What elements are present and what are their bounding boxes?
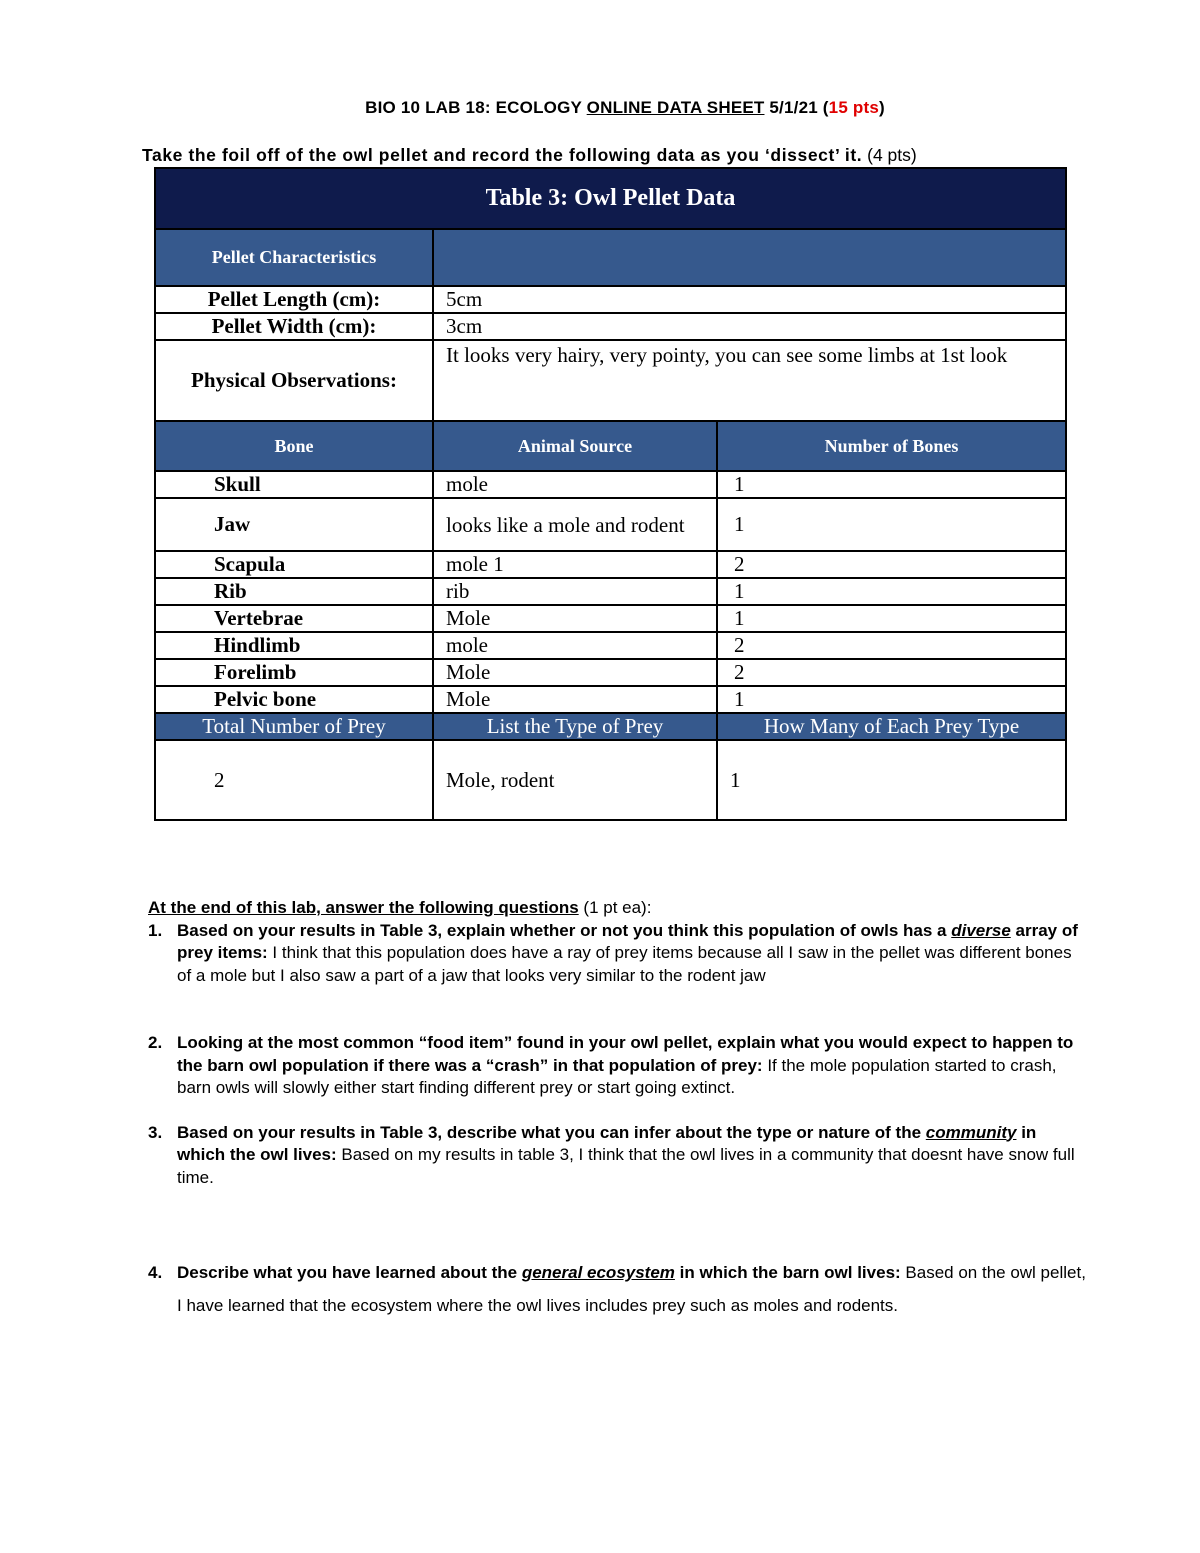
bone-name: Scapula [155, 551, 433, 578]
bone-source: looks like a mole and rodent [433, 498, 717, 551]
questions-section [148, 897, 1088, 1322]
bone-count: 1 [717, 578, 1066, 605]
title-course: BIO 10 LAB 18: ECOLOGY [365, 98, 587, 117]
table-row [155, 605, 1066, 632]
prey-count-header: How Many of Each Prey Type [717, 713, 1066, 740]
instructions-points: (4 pts) [862, 145, 917, 165]
animal-source-header: Animal Source [433, 421, 717, 471]
pellet-width-value: 3cm [433, 313, 1066, 340]
bone-name: Jaw [155, 498, 433, 551]
bone-count: 2 [717, 632, 1066, 659]
table-row [155, 632, 1066, 659]
table-row [155, 551, 1066, 578]
bone-name: Vertebrae [155, 605, 433, 632]
table-row [155, 659, 1066, 686]
bone-source: Mole [433, 686, 717, 713]
question-4: 4. Describe what you have learned about the general ecosystem in which the barn owl lives: Based on the owl pellet, I have learned that the ecosystem where the owl lives includes prey such as moles and rodents. [148, 1263, 1086, 1315]
questions-intro: At the end of this lab, answer the following questions (1 pt ea): [148, 898, 652, 917]
bone-count: 1 [717, 686, 1066, 713]
bone-count: 1 [717, 471, 1066, 498]
observations-value: It looks very hairy, very pointy, you can see some limbs at 1st look [433, 340, 1066, 421]
bone-count: 1 [717, 605, 1066, 632]
answer-3: Based on my results in table 3, I think that the owl lives in a community that doesnt have snow full time. [177, 1145, 1075, 1187]
bone-source: mole 1 [433, 551, 717, 578]
answer-2: If the mole population started to crash, barn owls will slowly either start finding different prey or start going extinct. [177, 1055, 1057, 1097]
title-date: 5/1/21 ( [764, 98, 829, 117]
table-row [155, 471, 1066, 498]
title-close: ) [879, 98, 885, 117]
observations-label: Physical Observations: [155, 340, 433, 421]
prey-count-value: 1 [717, 740, 1066, 820]
bone-name: Hindlimb [155, 632, 433, 659]
pellet-characteristics-header: Pellet Characteristics [155, 229, 433, 286]
answer-1: I think that this population does have a ray of prey items because all I saw in the pellet was different bones of a mole but I also saw a part of a jaw that looks very similar to the rodent jaw [177, 943, 1072, 985]
total-prey-header: Total Number of Prey [155, 713, 433, 740]
question-2: 2. Looking at the most common “food item” found in your owl pellet, explain what you would expect to happen to the barn owl population if there was a “crash” in that population of prey: If the mole population started to crash, barn owls will slowly either start finding different prey or start going extinct. [148, 1033, 1074, 1097]
prey-type-value: Mole, rodent [433, 740, 717, 820]
bone-source: mole [433, 632, 717, 659]
page-title [0, 98, 1200, 118]
pellet-length-label: Pellet Length (cm): [155, 286, 433, 313]
pellet-header-blank [433, 229, 1066, 286]
prey-type-header: List the Type of Prey [433, 713, 717, 740]
bone-source: Mole [433, 659, 717, 686]
question-3: 3. Based on your results in Table 3, describe what you can infer about the type or nature of the community in which the owl lives: Based on my results in table 3, I think that the owl lives in a community that doesnt have snow full time. [148, 1122, 1075, 1187]
bone-source: mole [433, 471, 717, 498]
table-row [155, 686, 1066, 713]
bone-header: Bone [155, 421, 433, 471]
table-row [155, 498, 1066, 551]
owl-pellet-table [154, 167, 1067, 821]
bone-name: Pelvic bone [155, 686, 433, 713]
bone-count: 1 [717, 498, 1066, 551]
bone-source: rib [433, 578, 717, 605]
number-of-bones-header: Number of Bones [717, 421, 1066, 471]
title-sheet: ONLINE DATA SHEET [586, 98, 765, 117]
table-row [155, 578, 1066, 605]
bone-name: Skull [155, 471, 433, 498]
answer-4: Based on the owl pellet, I have learned that the ecosystem where the owl lives includes prey such as moles and rodents. [177, 1263, 1086, 1315]
pellet-width-label: Pellet Width (cm): [155, 313, 433, 340]
bone-name: Rib [155, 578, 433, 605]
instructions [142, 145, 917, 166]
instructions-text: Take the foil off of the owl pellet and record the following data as you ‘dissect’ it. [142, 145, 863, 165]
bone-name: Forelimb [155, 659, 433, 686]
title-points: 15 pts [828, 98, 880, 117]
bone-count: 2 [717, 659, 1066, 686]
pellet-length-value: 5cm [433, 286, 1066, 313]
question-1: 1. Based on your results in Table 3, explain whether or not you think this population of owls has a diverse array of prey items: I think that this population does have a ray of prey items because all I saw in the pellet was different bones of a mole but I also saw a part of a jaw that looks very similar to the rodent jaw [148, 920, 1078, 985]
table-title: Table 3: Owl Pellet Data [155, 168, 1066, 229]
bone-source: Mole [433, 605, 717, 632]
total-prey-value: 2 [155, 740, 433, 820]
bone-count: 2 [717, 551, 1066, 578]
